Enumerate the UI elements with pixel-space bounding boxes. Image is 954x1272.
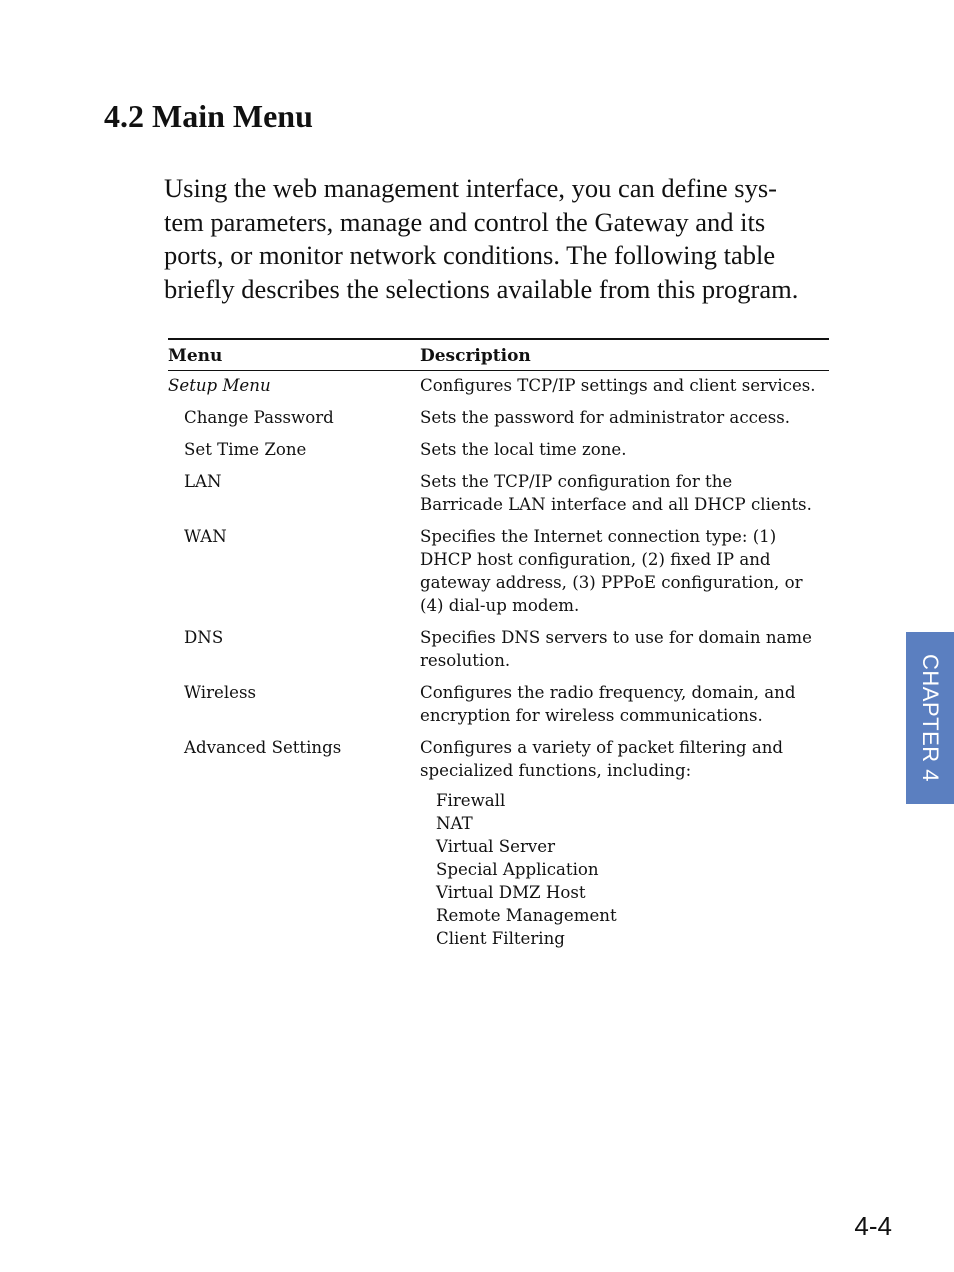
header-menu: Menu — [168, 346, 223, 366]
description-line: Configures the radio frequency, domain, and — [420, 683, 796, 702]
menu-cell: Wireless — [184, 683, 256, 702]
intro-line: briefly describes the selections available from this program. — [164, 273, 799, 304]
list-item: Virtual DMZ Host — [436, 883, 586, 902]
description-line: Specifies DNS servers to use for domain name — [420, 628, 812, 647]
intro-line: tem parameters, manage and control the Gateway and its — [164, 206, 766, 237]
section-title: 4.2 Main Menu — [104, 98, 313, 134]
list-item: Special Application — [436, 860, 599, 879]
description-line: Configures a variety of packet filtering and — [420, 738, 784, 757]
description-line: Sets the password for administrator access. — [420, 408, 791, 427]
description-line: specialized functions, including: — [420, 761, 692, 780]
menu-cell: Change Password — [184, 408, 334, 427]
description-line: gateway address, (3) PPPoE configuration, or — [420, 573, 803, 592]
chapter-tab — [906, 632, 954, 804]
table-row-change-password — [168, 406, 829, 429]
table-row-setup-menu — [168, 374, 829, 397]
list-item: NAT — [436, 814, 473, 833]
table-row-wan — [168, 525, 829, 617]
menu-cell: Setup Menu — [168, 376, 271, 395]
description-line: Sets the local time zone. — [420, 440, 627, 459]
menu-cell: LAN — [184, 472, 222, 491]
description-line: Sets the TCP/IP configuration for the — [420, 472, 733, 491]
intro-line: ports, or monitor network conditions. The following table — [164, 240, 776, 270]
list-item: Client Filtering — [436, 929, 565, 948]
intro-line: Using the web management interface, you can define sys- — [164, 173, 777, 203]
description-cell — [420, 736, 829, 950]
page-number: 4-4 — [854, 1211, 892, 1241]
menu-cell: DNS — [184, 628, 224, 647]
table-row-advanced-settings — [168, 736, 829, 950]
table-row-wireless — [168, 681, 829, 727]
list-item: Firewall — [436, 791, 506, 810]
list-item: Remote Management — [436, 906, 617, 925]
description-cell — [420, 438, 829, 461]
table-header-row — [168, 340, 829, 371]
description-cell — [420, 525, 829, 617]
description-line: encryption for wireless communications. — [420, 706, 763, 725]
description-cell — [420, 681, 829, 727]
description-line: resolution. — [420, 651, 511, 670]
description-cell — [420, 406, 829, 429]
list-item: Virtual Server — [436, 837, 556, 856]
description-cell — [420, 374, 829, 397]
description-line: Configures TCP/IP settings and client services. — [420, 376, 816, 395]
description-cell — [420, 626, 829, 672]
description-line: DHCP host configuration, (2) fixed IP and — [420, 550, 771, 569]
advanced-features-list — [420, 789, 829, 950]
menu-cell: WAN — [184, 527, 227, 546]
chapter-tab-label: CHAPTER 4 — [918, 654, 943, 782]
header-description: Description — [420, 346, 531, 366]
intro-paragraph — [164, 172, 854, 306]
menu-cell: Set Time Zone — [184, 440, 307, 459]
menu-description-table — [168, 338, 829, 950]
table-row-set-time-zone — [168, 438, 829, 461]
description-line: Specifies the Internet connection type: (1) — [420, 527, 777, 546]
menu-cell: Advanced Settings — [184, 738, 342, 757]
table-row-dns — [168, 626, 829, 672]
description-line: (4) dial-up modem. — [420, 596, 580, 615]
description-line: Barricade LAN interface and all DHCP clients. — [420, 495, 812, 514]
table-row-lan — [168, 470, 829, 516]
description-cell — [420, 470, 829, 516]
